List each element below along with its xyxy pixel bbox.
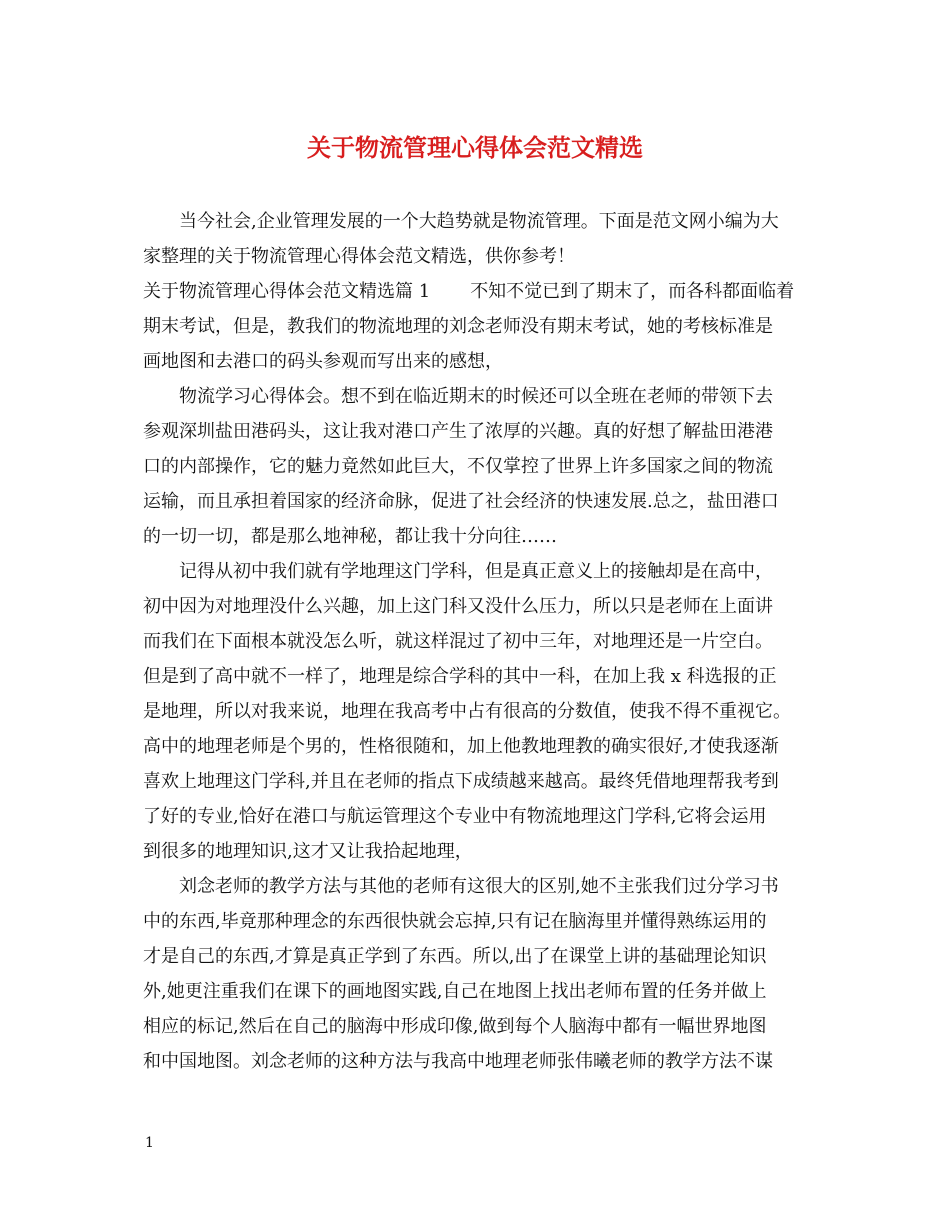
paragraph-line: 但是到了高中就不一样了，地理是综合学科的其中一科，在加上我 x 科选报的正: [143, 666, 777, 687]
paragraph-line: 到很多的地理知识,这才又让我拾起地理，: [143, 841, 473, 862]
document-title: 关于物流管理心得体会范文精选: [307, 133, 643, 162]
paragraph-line: 了好的专业,恰好在港口与航运管理这个专业中有物流地理这门学科,它将会运用: [143, 806, 767, 827]
paragraph-line: 口的内部操作，它的魅力竟然如此巨大，不仅掌控了世界上许多国家之间的物流: [143, 456, 773, 477]
paragraph-line: 物流学习心得体会。想不到在临近期末的时候还可以全班在老师的带领下去: [179, 386, 773, 407]
intro-line: 当今社会,企业管理发展的一个大趋势就是物流管理。下面是范文网小编为大: [179, 211, 779, 232]
intro-line: 家整理的关于物流管理心得体会范文精选，供你参考！: [143, 246, 575, 267]
paragraph-line: 记得从初中我们就有学地理这门学科，但是真正意义上的接触却是在高中，: [179, 561, 773, 582]
page-number: 1: [145, 1135, 154, 1151]
paragraph-line: 参观深圳盐田港码头，这让我对港口产生了浓厚的兴趣。真的好想了解盐田港港: [143, 421, 773, 442]
paragraph-line: 的一切一切，都是那么地神秘，都让我十分向往……: [143, 526, 557, 547]
paragraph-line: 运输，而且承担着国家的经济命脉，促进了社会经济的快速发展.总之，盐田港口: [143, 491, 779, 512]
paragraph-line: 是地理，所以对我来说，地理在我高考中占有很高的分数值，使我不得不重视它。: [143, 701, 791, 722]
paragraph-line: 画地图和去港口的码头参观而写出来的感想，: [143, 351, 503, 372]
paragraph-line: 期末考试，但是，教我们的物流地理的刘念老师没有期末考试，她的考核标准是: [143, 316, 773, 337]
paragraph-line: 才是自己的东西,才算是真正学到了东西。所以,出了在课堂上讲的基础理论知识: [143, 946, 767, 967]
section-first-line: [143, 274, 813, 309]
document-body: [143, 204, 813, 1079]
paragraph-line: 外,她更注重我们在课下的画地图实践,自己在地图上找出老师布置的任务并做上: [143, 981, 767, 1002]
section-first-line-text: 不知不觉已到了期末了，而各科都面临着: [470, 281, 795, 302]
section-heading: 关于物流管理心得体会范文精选篇 1: [143, 281, 431, 302]
paragraph-line: 中的东西,毕竟那种理念的东西很快就会忘掉,只有记在脑海里并懂得熟练运用的: [143, 911, 767, 932]
paragraph-line: 而我们在下面根本就没怎么听，就这样混过了初中三年，对地理还是一片空白。: [143, 631, 773, 652]
paragraph-line: 喜欢上地理这门学科,并且在老师的指点下成绩越来越高。最终凭借地理帮我考到: [143, 771, 779, 792]
paragraph-line: 相应的标记,然后在自己的脑海中形成印像,做到每个人脑海中都有一幅世界地图: [143, 1016, 767, 1037]
paragraph-line: 刘念老师的教学方法与其他的老师有这很大的区别,她不主张我们过分学习书: [179, 876, 779, 897]
paragraph-line: 高中的地理老师是个男的，性格很随和，加上他教地理教的确实很好,才使我逐渐: [143, 736, 779, 757]
paragraph-line: 初中因为对地理没什么兴趣，加上这门科又没什么压力，所以只是老师在上面讲: [143, 596, 773, 617]
paragraph-line: 和中国地图。刘念老师的这种方法与我高中地理老师张伟曦老师的教学方法不谋: [143, 1051, 773, 1072]
